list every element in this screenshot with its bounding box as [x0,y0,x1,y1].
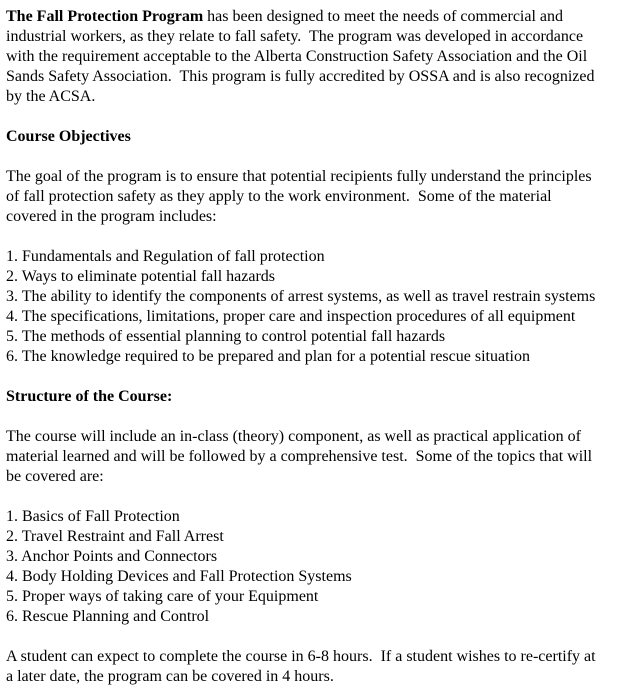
text-line: of fall protection safety as they apply to the work environment. Some of the material [6,188,552,205]
text-run: has been designed to meet the needs of commercial and [203,8,564,25]
numbered-list [6,247,617,367]
list-item: 3. Anchor Points and Connectors [6,548,218,565]
list-item: 4. The specifications, limitations, proper care and inspection procedures of all equipment [6,308,576,325]
list-item: 1. Basics of Fall Protection [6,508,180,525]
section-heading [6,127,617,147]
text-line: with the requirement acceptable to the Alberta Construction Safety Association and the Oil [6,48,588,65]
paragraph [6,427,617,487]
list-item: 6. The knowledge required to be prepared and plan for a potential rescue situation [6,348,530,365]
list-item: 3. The ability to identify the components of arrest systems, as well as travel restrain systems [6,288,596,305]
paragraph [6,7,617,107]
text-line: by the ACSA. [6,88,96,105]
text-line: a later date, the program can be covered in 4 hours. [6,668,334,685]
text-line: The course will include an in-class (theory) component, as well as practical application of [6,428,581,445]
text-line: Structure of the Course: [6,388,173,405]
list-item: 5. The methods of essential planning to control potential fall hazards [6,328,446,345]
text-line: be covered are: [6,468,104,485]
list-item: 2. Travel Restraint and Fall Arrest [6,528,224,545]
text-line: covered in the program includes: [6,208,217,225]
text-line: Course Objectives [6,128,131,145]
paragraph [6,167,617,227]
list-item: 6. Rescue Planning and Control [6,608,210,625]
text-line: Sands Safety Association. This program is fully accredited by OSSA and is also recognized [6,68,595,85]
bold-lead-text: The Fall Protection Program [6,8,204,25]
text-line: The goal of the program is to ensure that potential recipients fully understand the principles [6,168,592,185]
list-item: 2. Ways to eliminate potential fall hazards [6,268,275,285]
text-line: material learned and will be followed by a comprehensive test. Some of the topics that will [6,448,593,465]
list-item: 1. Fundamentals and Regulation of fall protection [6,248,325,265]
list-item: 4. Body Holding Devices and Fall Protection Systems [6,568,352,585]
text-line [6,7,617,27]
list-item: 5. Proper ways of taking care of your Equipment [6,588,319,605]
numbered-list [6,507,617,627]
paragraph [6,647,617,687]
text-line: industrial workers, as they relate to fall safety. The program was developed in accordance [6,28,584,45]
section-heading [6,387,617,407]
text-line: A student can expect to complete the course in 6-8 hours. If a student wishes to re-certify at [6,648,596,665]
